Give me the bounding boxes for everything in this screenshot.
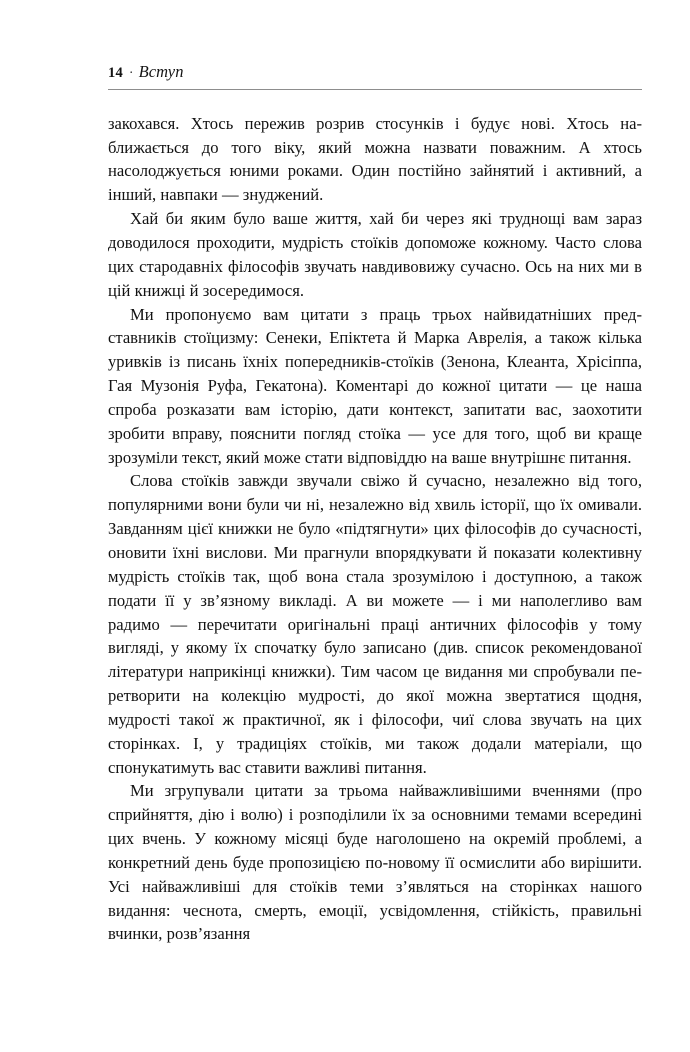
header-separator: · <box>128 66 134 81</box>
paragraph: Хай би яким було ваше життя, хай би через які труднощі вам зараз доводилося проходити, мудрість стоїків допоможе кожному. Часто слова цих стародавніх філософів звучать навдивовижу сучасно. Ось на них ми в цій книжці й зосередимося. <box>108 209 642 300</box>
running-header <box>108 62 642 90</box>
running-title: Вступ <box>138 62 184 81</box>
paragraph: Ми згрупували цитати за трьома найважливішими вченнями (про сприйняття, дію і волю) і розподілили їх за основними темами всередині цих вчень. У кожному місяці буде наголошено на окремій проблемі, а конкретний день буде пропозицією по-новому її осмислити або вирішити. Усі найважливіші для стоїків теми з’являться на сторінках нашого видання: чеснота, смерть, емоції, усвідомлення, стійкість, правильні вчинки, розв’язання <box>108 781 642 944</box>
body-text <box>108 112 642 947</box>
page-number: 14 <box>108 65 123 81</box>
page-content <box>108 62 642 946</box>
paragraph: закохався. Хтось пережив розрив стосунків і будує нові. Хтось наближається до того віку, який можна назвати поважним. А хтось насолоджується юними роками. Один постійно зайнятий і активний, а інший, навпаки — знуджений. <box>108 113 642 205</box>
paragraph: Слова стоїків завжди звучали свіжо й сучасно, незалежно від того, популярними вони були чи ні, незалежно від хвиль історії, що їх омивали. Завданням цієї книжки не було «підтягнути» цих філософів до сучасності, оновити їхні вислови. Ми прагнули впорядкувати й показати колективну мудрість стоїків так, щоб вона стала зрозумілою і доступною, а також подати її у зв’язному викладі. А ви можете — і ми наполегливо вам радимо — перечитати оригінальні праці античних філософів у тому вигляді, у якому їх спочатку було записано (див. список рекомендованої літератури наприкінці книжки). Тим часом це видання ми спробували перетворити на колекцію мудрості, до якої можна звертатися щодня, мудрості такої ж практичної, як і філософи, чиї слова звучать на цих сторінках. І, у традиціях стоїків, ми також додали матеріали, що спонукатимуть вас ставити важливі питання. <box>108 471 642 777</box>
paragraph: Ми пропонуємо вам цитати з праць трьох найвидатніших представників стоїцизму: Сенеки, Епіктета й Марка Аврелія, а також кілька уривків із писань їхніх попередників-стоїків (Зенона, Клеанта, Хрісіппа, Гая Музонія Руфа, Гекатона). Коментарі до кожної цитати — це наша спроба розказати вам історію, дати контекст, запитати вас, заохотити зробити вправу, пояснити погляд стоїка — усе для того, щоб ви краще зрозуміли текст, який може стати відповіддю на ваше внутрішнє питання. <box>108 304 642 467</box>
